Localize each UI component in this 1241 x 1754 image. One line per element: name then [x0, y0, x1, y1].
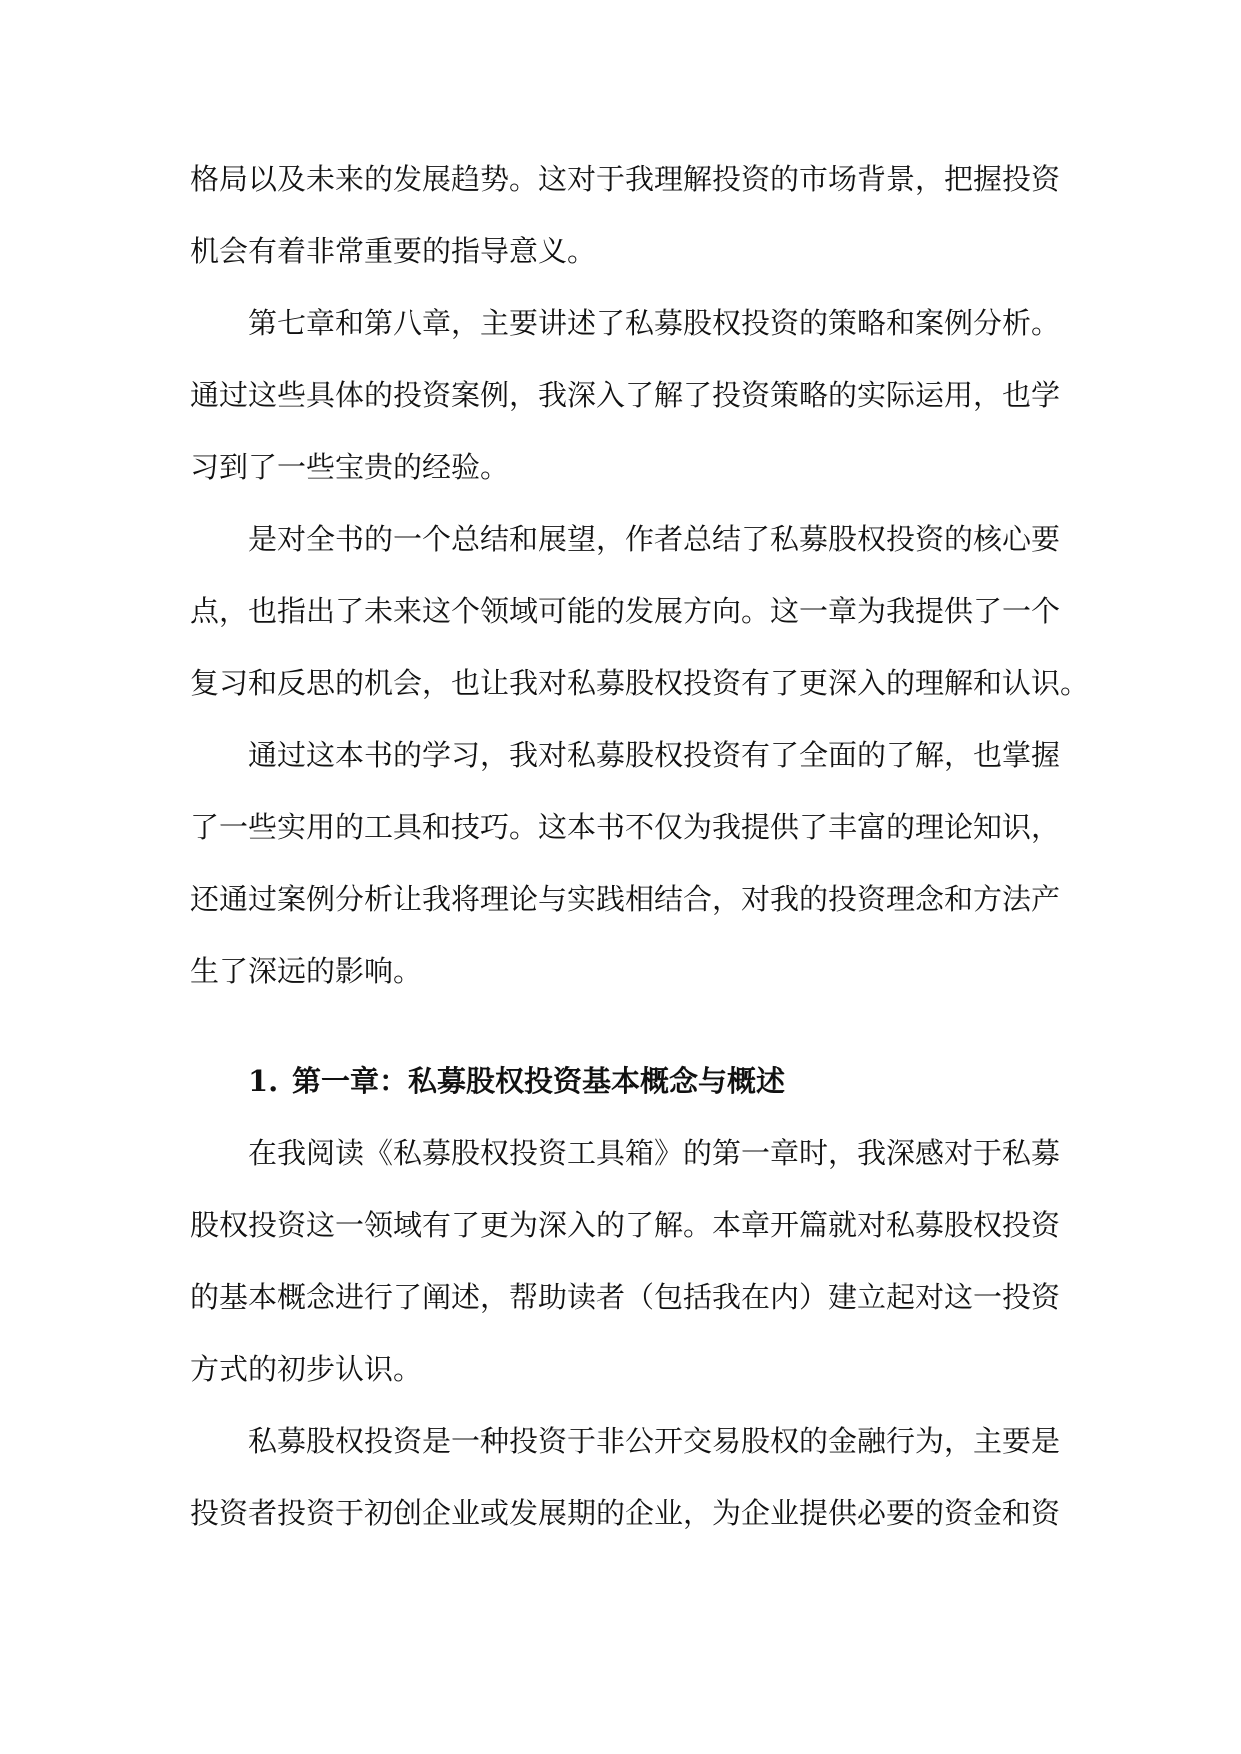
text-line: 是对全书的一个总结和展望，作者总结了私募股权投资的核心要: [248, 522, 1061, 556]
text-line: 股权投资这一领域有了更为深入的了解。本章开篇就对私募股权投资: [190, 1208, 1061, 1242]
paragraph-chapters-seven-eight: [190, 287, 1061, 503]
text-line: 投资者投资于初创企业或发展期的企业，为企业提供必要的资金和资: [190, 1496, 1061, 1530]
text-line: 点，也指出了未来这个领域可能的发展方向。这一章为我提供了一个: [190, 594, 1061, 628]
section-heading: [190, 1045, 1058, 1117]
text-line: 习到了一些宝贵的经验。: [190, 450, 510, 484]
heading-text: 第一章：私募股权投资基本概念与概述: [292, 1064, 786, 1098]
text-line: 通过这些具体的投资案例，我深入了解了投资策略的实际运用，也学: [190, 378, 1061, 412]
paragraph-summary: [190, 503, 1090, 719]
text-line: 复习和反思的机会，也让我对私募股权投资有了更深入的理解和认识。: [190, 666, 1090, 700]
paragraph-chapter-one-intro: [190, 1117, 1061, 1405]
text-line: 还通过案例分析让我将理论与实践相结合，对我的投资理念和方法产: [190, 882, 1061, 916]
text-line: 的基本概念进行了阐述，帮助读者（包括我在内）建立起对这一投资: [190, 1280, 1061, 1314]
heading-number: 1.: [248, 1064, 279, 1098]
text-line: 了一些实用的工具和技巧。这本书不仅为我提供了丰富的理论知识，: [190, 810, 1061, 844]
paragraph-conclusion: [190, 719, 1061, 1007]
text-line: 方式的初步认识。: [190, 1352, 423, 1386]
text-line: 在我阅读《私募股权投资工具箱》的第一章时，我深感对于私募: [248, 1136, 1061, 1170]
document-body: [190, 143, 1090, 1549]
text-line: 生了深远的影响。: [190, 954, 423, 988]
text-line: 私募股权投资是一种投资于非公开交易股权的金融行为，主要是: [248, 1424, 1061, 1458]
paragraph-continuation: [190, 143, 1061, 287]
text-line: 通过这本书的学习，我对私募股权投资有了全面的了解，也掌握: [248, 738, 1061, 772]
text-line: 格局以及未来的发展趋势。这对于我理解投资的市场背景，把握投资: [190, 162, 1061, 196]
paragraph-definition: [190, 1405, 1061, 1549]
text-line: 机会有着非常重要的指导意义。: [190, 234, 597, 268]
text-line: 第七章和第八章，主要讲述了私募股权投资的策略和案例分析。: [248, 306, 1061, 340]
